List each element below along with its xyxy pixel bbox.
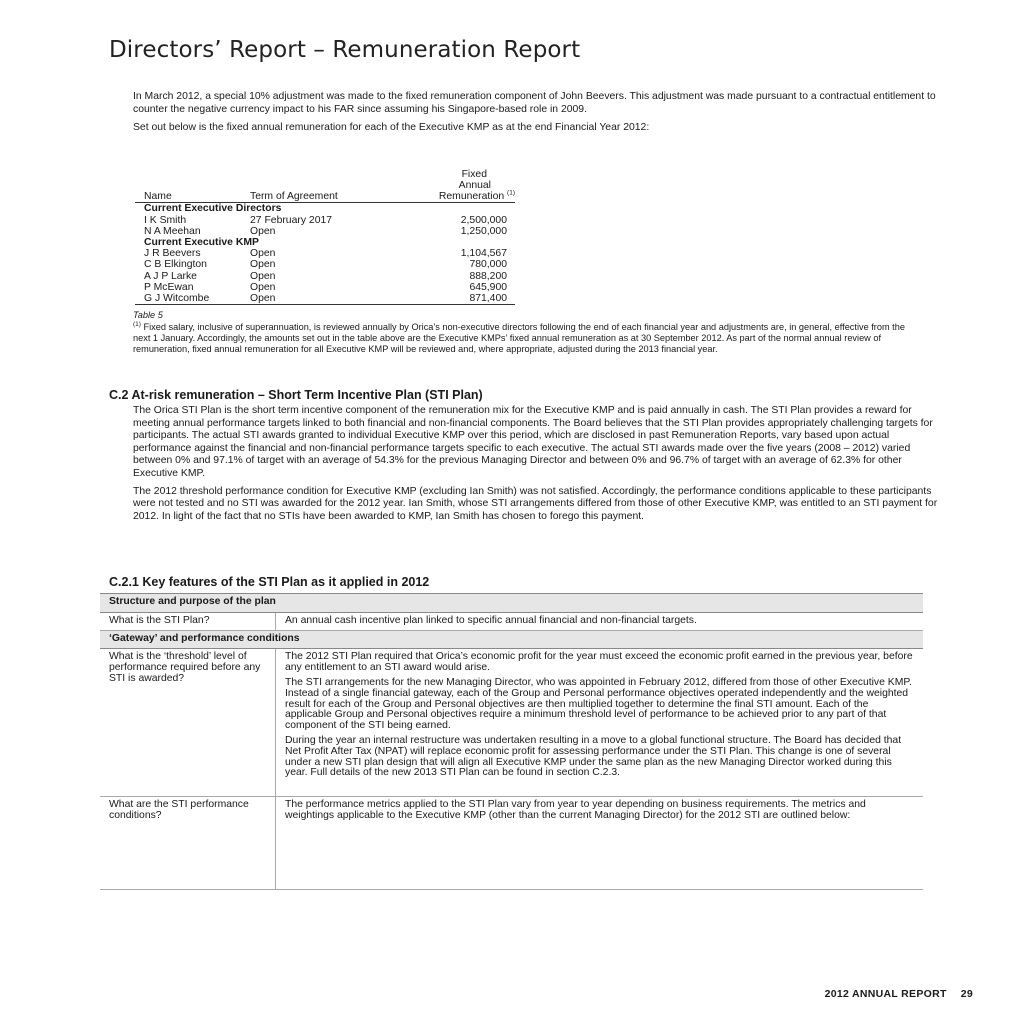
table-row: A J P Larke Open 888,200 [144,270,507,282]
question-cell: What are the STI performance conditions? [100,797,276,890]
answer-cell: An annual cash incentive plan linked to specific annual financial and non-financial targets. [276,612,924,630]
answer-cell: The performance metrics applied to the STI Plan vary from year to year depending on business requirements. The metrics and weightings applicable to the Executive KMP (other than the current Managing Director) for the 2012 STI are outlined below: [276,797,924,890]
table-row [100,612,923,630]
section-heading-c21: C.2.1 Key features of the STI Plan as it applied in 2012 [109,575,430,589]
section-heading-c2: C.2 At-risk remuneration – Short Term Incentive Plan (STI Plan) [109,388,483,402]
col-header-term: Term of Agreement [250,190,338,202]
question-cell: What is the ‘threshold’ level of performance required before any STI is awarded? [100,649,276,797]
intro-paragraph-1: In March 2012, a special 10% adjustment was made to the fixed remuneration component of John Beevers. This adjustment was made pursuant to a contractual entitlement to counter the negative currency impact to his FAR since assuming his Singapore-based role in 2009. [133,91,936,115]
table-row: P McEwan Open 645,900 [144,281,507,293]
c2-paragraph-1: The Orica STI Plan is the short term incentive component of the remuneration mix for the Executive KMP and is paid annually in cash. The STI Plan provides a reward for meeting annual performance targets linked to both financial and non-financial components. The Board believes that the STI Plan provides appropriately challenging targets for participants. The actual STI awards granted to individual Executive KMP over this period, which are disclosed in past Remuneration Reports, vary based upon actual performance against the financial and non-financial performance targets specific to each executive. The actual STI awards made over the five years (2008 – 2012) varied between 0% and 97.1% of target with an average of 54.3% for the previous Managing Director and between 0% and 96.7% of target with an average of 62.3% for other Executive KMP. [133,405,933,479]
table-row: I K Smith 27 February 2017 2,500,000 [144,214,507,226]
page-number: 29 [960,988,973,1000]
group-row-executive-directors: Current Executive Directors [144,203,282,215]
footer-label: 2012 ANNUAL REPORT [824,988,947,1000]
answer-cell: The 2012 STI Plan required that Orica’s economic profit for the year must exceed the economic profit earned in the previous year, before any entitlement to an STI award would arise. The STI arrangements for the new Managing Director, who was appointed in February 2012, differed from those of other Executive KMP. Instead of a single financial gateway, each of the Group and Personal performance objectives operated independently and the weighted result for each of the Group and Personal objectives are then multiplied together to determine the final STI amount. Each of the applicable Group and Personal objectives require a minimum threshold level of performance to be achieved prior to any part of that component of the STI being earned. During the year an internal restructure was undertaken resulting in a move to a global functional structure. The Board has decided that Net Profit After Tax (NPAT) will replace economic profit for assessing performance under the STI Plan. This change is one of several under a new STI plan design that will align all Executive KMP under the same plan as the new Managing Director worked during this year. Full details of the new 2013 STI Plan can be found in section C.2.3. [276,649,924,797]
sti-section-structure: Structure and purpose of the plan [100,594,923,613]
fixed-remuneration-table [135,170,515,305]
group-row-executive-kmp: Current Executive KMP [144,237,259,248]
intro-paragraph-2: Set out below is the fixed annual remuneration for each of the Executive KMP as at the end Financial Year 2012: [133,122,650,134]
sti-section-gateway: ‘Gateway’ and performance conditions [100,630,923,649]
c2-body [133,405,945,523]
table-row: N A Meehan Open 1,250,000 [144,225,507,237]
table-row [100,649,923,797]
table-footnote: $^{(1)}$ Fixed salary, inclusive of superannuation, is reviewed annually by Orica’s non-executive directors following the end of each financial year and adjustments are, in general, effective from the next 1 January. Accordingly, the amounts set out in the table above are the Executive KMPs’ fixed annual remuneration as at 30 September 2012. As part of the normal annual review of remuneration, fixed annual remuneration for all Executive KMP will be reviewed and, where appropriate, adjusted during the 2013 financial year. [133,320,905,354]
c2-paragraph-2: The 2012 threshold performance condition for Executive KMP (excluding Ian Smith) was not satisfied. Accordingly, the performance conditions applicable to these participants were not tested and no STI was awarded for the 2012 year. Ian Smith, whose STI arrangements differed from those of other Executive KMP, was entitled to an STI payment for 2012. In light of the fact that no STIs have been awarded to KMP, Ian Smith has chosen to forego this payment. [133,485,938,522]
table-row: G J Witcombe Open 871,400 [135,293,515,305]
page-footer [825,988,973,1000]
table-row: J R Beevers Open 1,104,567 [144,248,507,260]
table-caption: Table 5 [133,310,163,320]
table-row [100,797,923,890]
sti-features-table [100,593,923,890]
table-row: C B Elkington Open 780,000 [144,259,507,271]
intro-section [133,91,945,135]
question-cell: What is the STI Plan? [100,612,276,630]
col-header-remuneration: Fixed Annual Remuneration $^{(1)}$ [438,169,515,202]
page-title: Directors’ Report – Remuneration Report [109,37,581,63]
col-header-name: Name [144,190,172,202]
table-header-row [135,170,515,203]
